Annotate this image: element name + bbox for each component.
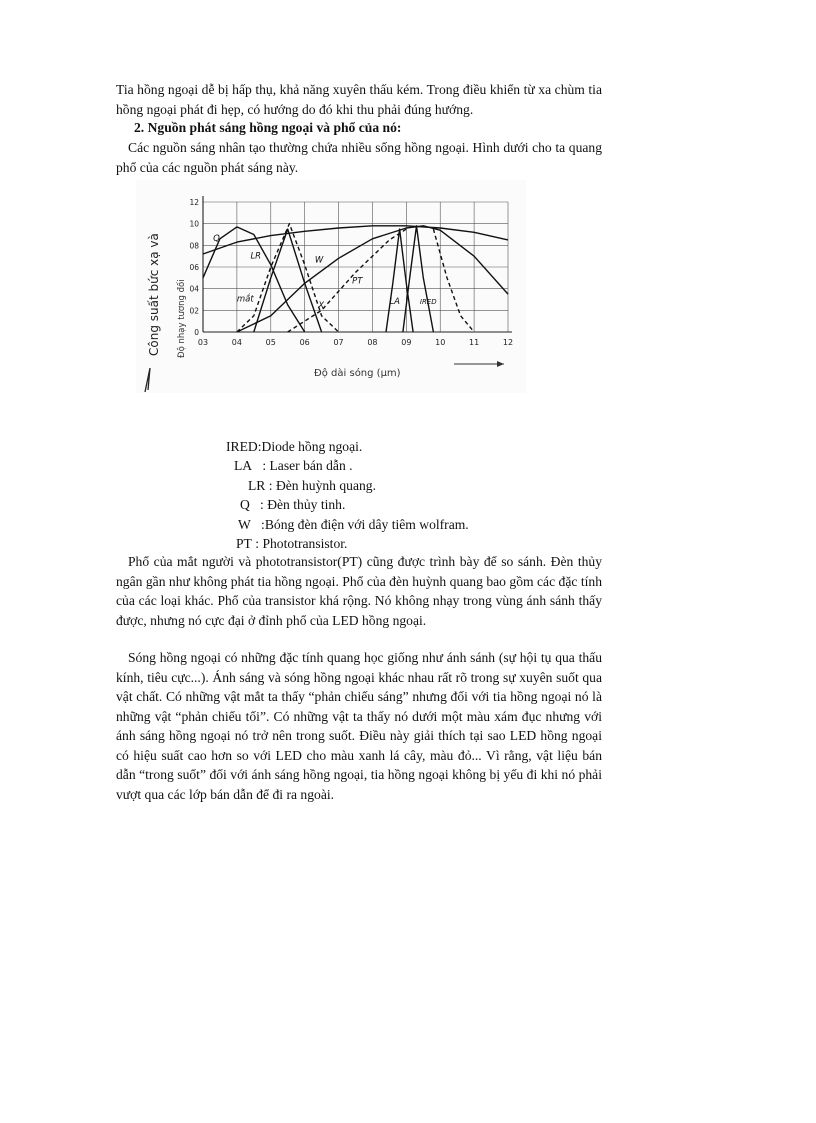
x-tick-label: 08	[367, 338, 378, 347]
series-label: Q	[213, 234, 220, 244]
chart-axes	[203, 196, 512, 332]
legend-list	[226, 437, 469, 553]
x-tick-label: 12	[502, 338, 514, 347]
legend-abbr: LR	[248, 477, 266, 493]
y-axis-label: Công suất bức xạ và	[147, 233, 161, 356]
legend-abbr: PT	[236, 536, 252, 552]
x-axis-arrowhead	[497, 361, 504, 367]
spectrum-chart	[136, 180, 526, 393]
y-tick-label: 08	[189, 241, 199, 251]
intro-paragraph: Tia hồng ngoại dễ bị hấp thụ, khả năng xuyên thấu kém. Trong điều khiển từ xa chùm tia hồng ngoại phát đi hẹp, có hướng do đó khi thu phải đúng hướng.	[116, 82, 602, 117]
sources-paragraph: Các nguồn sáng nhân tạo thường chứa nhiều sống hồng ngoại. Hình dưới cho ta quang phổ của các nguồn phát sáng này.	[116, 140, 602, 175]
x-tick-label: 03	[197, 338, 209, 347]
compare-paragraph: Phổ của mắt người và phototransistor(PT) cũng được trình bày để so sánh. Đèn thủy ngân gần như không phát tia hồng ngoại. Phổ của đèn huỳnh quang bao gồm các đặc tính của các loại khác. Phổ của transistor khá rộng. Nó không nhạy trong vùng ánh sánh thấy được, nhưng nó cực đại ở đỉnh phổ của LED hồng ngoại.	[116, 554, 602, 628]
x-tick-label: 05	[265, 338, 276, 347]
chart-grid	[203, 202, 508, 332]
y-axis-sublabel: Độ nhạy tương đối	[177, 279, 187, 358]
x-tick-label: 07	[333, 338, 344, 347]
series-line-ired-tail	[433, 229, 474, 332]
legend-abbr: LA	[234, 458, 253, 474]
series-label: IRED	[419, 297, 437, 306]
legend-abbr: Q	[240, 497, 250, 513]
x-axis-label: Độ dài sóng (μm)	[314, 368, 401, 379]
x-tick-label: 06	[299, 338, 310, 347]
y-tick-label: 12	[189, 198, 199, 207]
legend-item: IRED : Diode hồng ngoại.	[226, 437, 469, 456]
chart-ticks	[189, 198, 513, 347]
x-tick-label: 11	[469, 338, 480, 347]
series-label: X	[318, 301, 325, 312]
optics-paragraph: Sóng hồng ngoại có những đặc tính quang học giống như ánh sánh (sự hội tụ qua thấu kính, tiêu cực...). Ánh sáng và sóng hồng ngoại khác nhau rất rõ trong sự xuyên suốt qua vật chất. Có những vật mắt ta thấy “phản chiếu sáng” nhưng đối với tia hồng ngoại nó là những vật “phản chiếu tối”. Có những vật ta thấy nó dưới một màu xám đục nhưng với ánh sáng hồng ngoại nó trở nên trong suốt. Điều này giải thích tại sao LED hồng ngoại có hiệu suất cao hơn so với LED cho màu xanh lá cây, màu đỏ... Vì rằng, vật liệu bán dẫn “trong suốt” đối với ánh sáng hồng ngoại, tia hồng ngoại không bị yếu đi khi nó phải vượt qua các lớp bán dẫn để đi ra ngoài.	[116, 650, 602, 802]
x-tick-label: 10	[435, 338, 446, 347]
series-label: mắt	[236, 294, 254, 305]
legend-item: LA : Laser bán dẫn .	[226, 456, 469, 475]
y-tick-label: 06	[189, 263, 199, 272]
legend-desc: Đèn thủy tinh.	[267, 497, 346, 513]
legend-desc: Bóng đèn điện với dây tiêm wolfram.	[264, 516, 469, 532]
legend-desc: Diode hồng ngoại.	[261, 439, 363, 454]
legend-item: LR : Đèn huỳnh quang.	[226, 476, 469, 495]
series-label: PT	[352, 276, 363, 287]
legend-abbr: W	[238, 516, 251, 532]
y-tick-label: 02	[189, 306, 199, 316]
corner-mark-icon	[145, 368, 150, 392]
y-tick-label: 04	[189, 284, 199, 294]
x-tick-label: 04	[231, 338, 242, 347]
series-line-w	[203, 226, 508, 254]
legend-item: Q : Đèn thủy tinh.	[226, 495, 469, 514]
x-tick-label: 09	[401, 338, 412, 347]
legend-item: PT : Phototransistor.	[226, 534, 469, 553]
series-label: W	[314, 255, 324, 266]
legend-item: W : Bóng đèn điện với dây tiêm wolfram.	[226, 515, 469, 534]
series-line-ired	[403, 226, 434, 332]
legend-desc: Phototransistor.	[262, 536, 348, 552]
spectrum-figure	[136, 180, 526, 393]
section-heading: 2. Nguồn phát sáng hồng ngoại và phổ của nó:	[134, 120, 402, 135]
series-label: LA	[389, 296, 400, 307]
legend-desc: Đèn huỳnh quang.	[275, 477, 377, 493]
series-line-m-t	[237, 224, 339, 332]
y-tick-label: 10	[189, 219, 199, 229]
y-tick-label: 0	[194, 328, 199, 337]
legend-desc: Laser bán dẫn .	[269, 458, 353, 474]
legend-abbr: IRED	[226, 439, 258, 454]
series-label: LR	[250, 251, 262, 262]
